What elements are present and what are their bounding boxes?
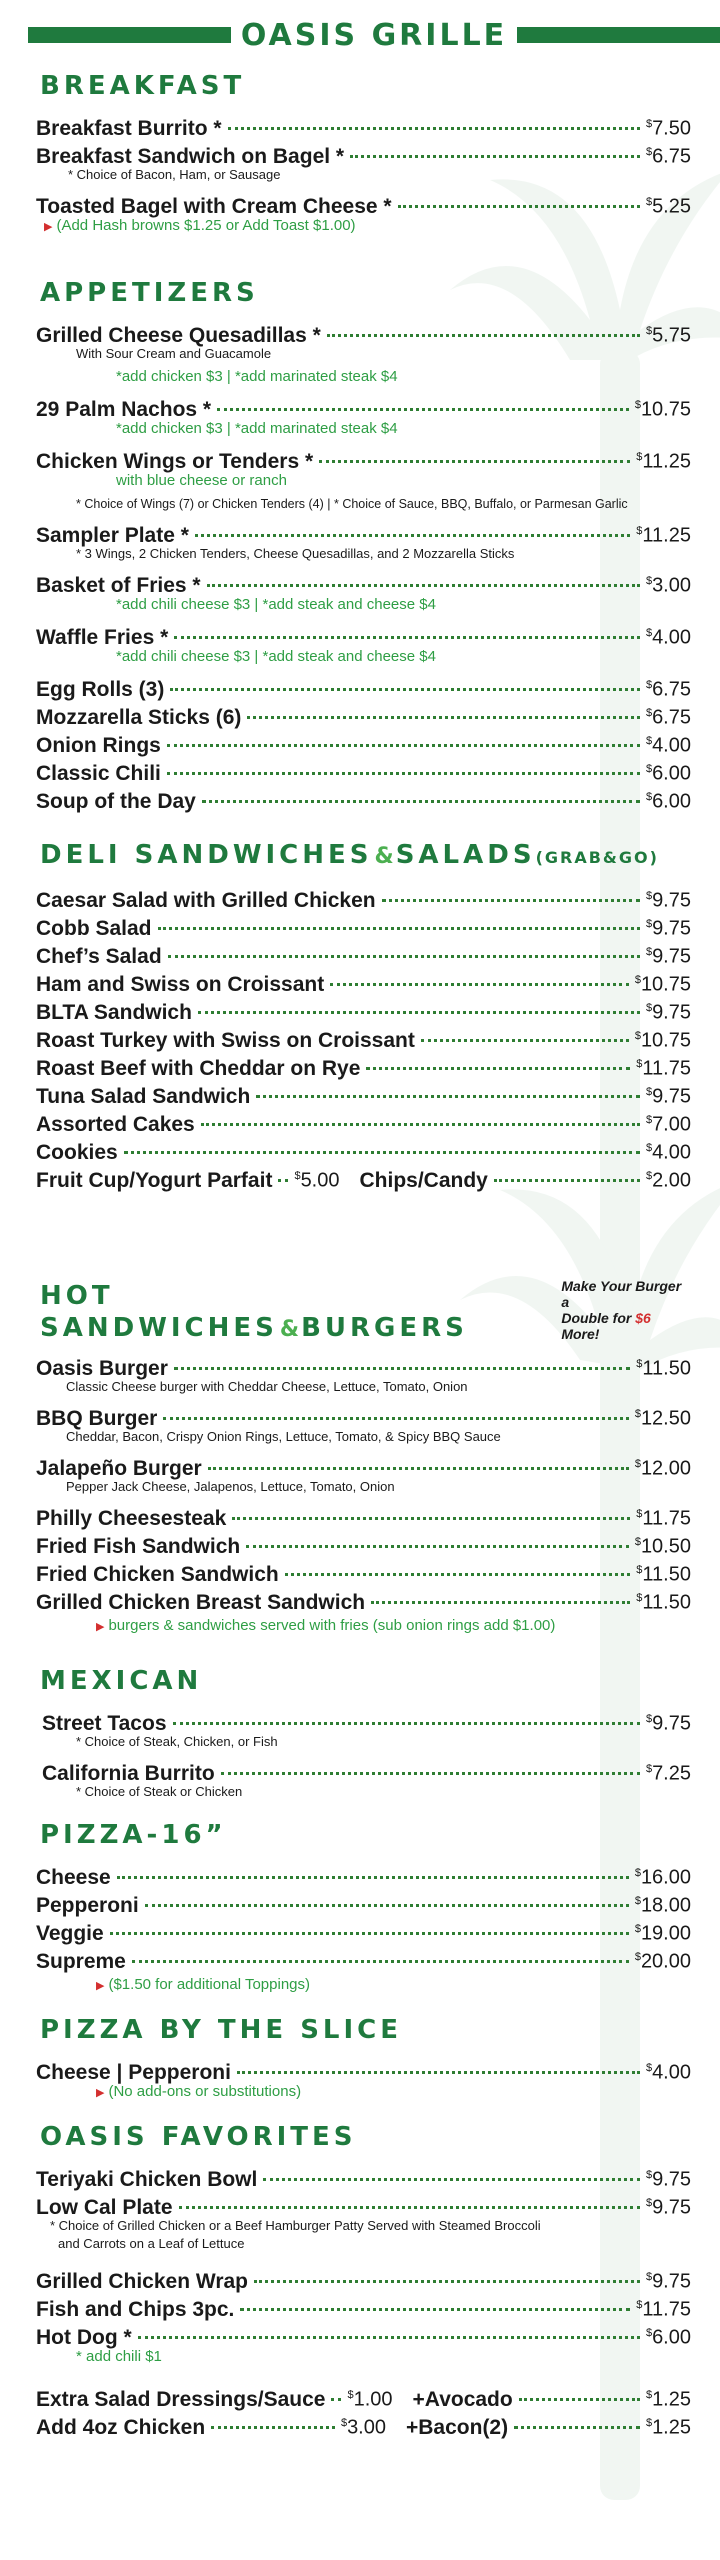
menu-item: [36, 699, 691, 727]
dot-leader: [163, 1417, 628, 1420]
dot-leader: [256, 1095, 640, 1098]
dot-leader: [132, 1960, 629, 1963]
item-price: $10.50: [634, 1535, 691, 1558]
menu-item: [36, 755, 691, 783]
menu-item: [36, 2409, 386, 2437]
item-price: $10.75: [634, 1029, 691, 1052]
item-price: $6.00: [645, 2326, 691, 2349]
dot-leader: [519, 2398, 640, 2401]
arrow-right-icon: ▶: [96, 1621, 105, 1633]
menu-item: [36, 938, 691, 966]
item-name: Grilled Chicken Breast Sandwich: [36, 1590, 366, 1614]
item-name: 29 Palm Nachos *: [36, 397, 212, 421]
dot-leader: [208, 1467, 629, 1470]
dot-leader: [254, 2280, 640, 2283]
item-price: $3.00: [645, 574, 691, 597]
addon-note: *add chicken $3 | *add marinated steak $4: [116, 420, 398, 437]
menu-item: [36, 1078, 691, 1106]
dot-leader: [117, 1876, 629, 1879]
item-description: * Choice of Grilled Chicken or a Beef Hamburger Patty Served with Steamed Broccoli: [50, 2218, 541, 2233]
item-description: * Choice of Bacon, Ham, or Sausage: [68, 167, 281, 182]
section-mexican: [36, 1665, 691, 1801]
item-description: * Choice of Steak or Chicken: [76, 1784, 243, 1799]
section-breakfast: [36, 70, 691, 237]
item-name: Toasted Bagel with Cream Cheese *: [36, 194, 392, 218]
item-name: Cheese: [36, 1865, 111, 1889]
dot-leader: [110, 1932, 629, 1935]
dot-leader: [331, 2398, 341, 2401]
item-name: Basket of Fries *: [36, 573, 201, 597]
dot-leader: [382, 899, 640, 902]
menu-item: [36, 619, 691, 647]
item-name: Philly Cheesesteak: [36, 1506, 227, 1530]
item-name: Breakfast Sandwich on Bagel *: [36, 144, 345, 168]
item-name: Cookies: [36, 1140, 118, 1164]
item-price: $19.00: [634, 1922, 691, 1945]
item-description: * 3 Wings, 2 Chicken Tenders, Cheese Quesadillas, and 2 Mozzarella Sticks: [76, 546, 515, 561]
item-price: $2.00: [645, 1169, 691, 1192]
item-price: $7.00: [645, 1113, 691, 1136]
item-name: Cobb Salad: [36, 916, 152, 940]
menu-item: [36, 727, 691, 755]
dot-leader: [247, 716, 640, 719]
menu-item: [36, 1887, 691, 1915]
item-price: $4.00: [645, 734, 691, 757]
item-description: Classic Cheese burger with Cheddar Cheese, Lettuce, Tomato, Onion: [66, 1379, 468, 1394]
dot-leader: [366, 1067, 630, 1070]
item-price: $6.75: [645, 706, 691, 729]
item-price: $20.00: [634, 1950, 691, 1973]
section-title: OASIS FAVORITES: [40, 2122, 357, 2152]
section-header: [36, 1278, 691, 1350]
menu-item: [36, 1705, 691, 1733]
item-name: BLTA Sandwich: [36, 1000, 192, 1024]
item-price: $6.75: [645, 145, 691, 168]
item-price: $3.00: [340, 2416, 386, 2439]
item-name: Extra Salad Dressings/Sauce: [36, 2387, 326, 2411]
substitutions-note: ▶ (No add-ons or substitutions): [96, 2083, 302, 2100]
item-name: Onion Rings: [36, 733, 161, 757]
dot-leader: [319, 460, 630, 463]
item-name: Pepperoni: [36, 1893, 139, 1917]
item-price: $6.00: [645, 762, 691, 785]
item-name: Soup of the Day: [36, 789, 196, 813]
dot-leader: [167, 772, 640, 775]
item-price: $18.00: [634, 1894, 691, 1917]
dot-leader: [211, 2426, 335, 2429]
dot-leader: [246, 1545, 629, 1548]
menu-item: [36, 317, 691, 345]
item-price: $9.75: [645, 917, 691, 940]
dot-leader: [167, 744, 640, 747]
item-description: Cheddar, Bacon, Crispy Onion Rings, Lettuce, Tomato, & Spicy BBQ Sauce: [66, 1429, 501, 1444]
menu-item: [36, 882, 691, 910]
arrow-right-icon: ▶: [96, 1980, 105, 1992]
item-name: Tuna Salad Sandwich: [36, 1084, 251, 1108]
menu-item: [406, 2409, 691, 2437]
double-burger-promo: Make Your Burger a Double for $6 More!: [561, 1278, 682, 1342]
item-name: Street Tacos: [42, 1711, 167, 1735]
menu-item: [36, 517, 691, 545]
menu-item: [36, 1500, 691, 1528]
menu-item: [36, 2291, 691, 2319]
dot-leader: [158, 927, 640, 930]
item-description: With Sour Cream and Guacamole: [76, 346, 272, 361]
dot-leader: [138, 2336, 640, 2339]
item-price: $11.50: [636, 1357, 691, 1380]
dot-leader: [263, 2178, 640, 2181]
dot-leader: [145, 1904, 629, 1907]
menu-item: [36, 1556, 691, 1584]
dot-leader: [124, 1151, 640, 1154]
menu-item: [36, 110, 691, 138]
dot-leader: [217, 408, 629, 411]
menu-item: [36, 2381, 393, 2409]
arrow-right-icon: ▶: [96, 2087, 105, 2099]
item-name: Fruit Cup/Yogurt Parfait: [36, 1168, 273, 1192]
section-pizza: [36, 1819, 691, 1996]
dot-leader: [195, 534, 630, 537]
dot-leader: [421, 1039, 629, 1042]
item-name: Fried Chicken Sandwich: [36, 1562, 279, 1586]
section-title: PIZZA-16”: [40, 1820, 227, 1850]
item-name: Mozzarella Sticks (6): [36, 705, 242, 729]
item-name: Cheese | Pepperoni: [36, 2060, 231, 2084]
item-name: Fish and Chips 3pc.: [36, 2297, 235, 2321]
menu-item: [36, 1022, 691, 1050]
item-price: $11.75: [636, 2298, 691, 2321]
item-price: $11.75: [636, 1057, 691, 1080]
menu-item: [360, 1162, 692, 1190]
dot-leader: [201, 1123, 640, 1126]
menu-item: [36, 1943, 691, 1971]
item-price: $4.00: [645, 626, 691, 649]
item-price: $11.50: [636, 1591, 691, 1614]
extras-row: [36, 2409, 691, 2437]
item-price: $6.00: [645, 790, 691, 813]
menu-item: [36, 671, 691, 699]
item-price: $10.75: [634, 398, 691, 421]
menu-item: [36, 188, 691, 216]
item-price: $11.75: [636, 1507, 691, 1530]
item-price: $4.00: [645, 2061, 691, 2084]
menu-item: [36, 1162, 340, 1190]
item-name: Add 4oz Chicken: [36, 2415, 206, 2439]
item-price: $7.25: [645, 1762, 691, 1785]
menu-item: [36, 1755, 691, 1783]
addon-note: *add chicken $3 | *add marinated steak $4: [116, 368, 398, 385]
item-name: Chicken Wings or Tenders *: [36, 449, 314, 473]
dot-leader: [198, 1011, 640, 1014]
section-title: DELI SANDWICHES&SALADS(GRAB&GO): [40, 840, 659, 870]
menu-item: [36, 2161, 691, 2189]
addon-note: with blue cheese or ranch: [116, 472, 287, 489]
item-name: Low Cal Plate: [36, 2195, 173, 2219]
toppings-note: ▶ ($1.50 for additional Toppings): [96, 1976, 310, 1993]
item-price: $1.00: [347, 2388, 393, 2411]
dot-leader: [327, 334, 640, 337]
item-price: $16.00: [634, 1866, 691, 1889]
item-name: +Bacon(2): [406, 2415, 509, 2439]
item-name: Waffle Fries *: [36, 625, 169, 649]
item-price: $9.75: [645, 2168, 691, 2191]
section-pizza-slice: [36, 2014, 691, 2103]
item-name: Roast Turkey with Swiss on Croissant: [36, 1028, 415, 1052]
item-name: Ham and Swiss on Croissant: [36, 972, 325, 996]
item-name: +Avocado: [412, 2387, 513, 2411]
item-price: $7.50: [645, 117, 691, 140]
dot-leader: [240, 2308, 630, 2311]
item-price: $11.25: [636, 450, 691, 473]
addon-note: *add chili cheese $3 | *add steak and cheese $4: [116, 596, 436, 613]
menu-item: [36, 2263, 691, 2291]
menu-item: [36, 1584, 691, 1612]
dot-leader: [237, 2071, 640, 2074]
item-name: Grilled Cheese Quesadillas *: [36, 323, 321, 347]
item-price: $9.75: [645, 945, 691, 968]
item-name: Supreme: [36, 1949, 126, 1973]
header-bar-left: [28, 27, 231, 43]
arrow-right-icon: ▶: [44, 221, 53, 233]
dot-leader: [350, 155, 640, 158]
item-name: Oasis Burger: [36, 1356, 168, 1380]
item-price: $12.00: [634, 1457, 691, 1480]
item-name: Hot Dog *: [36, 2325, 132, 2349]
dot-leader: [174, 1367, 630, 1370]
section-title: HOT SANDWICHES&BURGERS: [40, 1281, 468, 1343]
dot-leader: [173, 1722, 640, 1725]
item-description: Pepper Jack Cheese, Jalapenos, Lettuce, Tomato, Onion: [66, 1479, 395, 1494]
item-price: $1.25: [645, 2388, 691, 2411]
item-name: Fried Fish Sandwich: [36, 1534, 241, 1558]
menu-item: [36, 567, 691, 595]
dot-leader: [514, 2426, 640, 2429]
item-name: Jalapeño Burger: [36, 1456, 202, 1480]
menu-item: [36, 966, 691, 994]
item-name: BBQ Burger: [36, 1406, 158, 1430]
addon-note: ▶ (Add Hash browns $1.25 or Add Toast $1.00): [44, 217, 356, 234]
item-price: $9.75: [645, 2270, 691, 2293]
item-price: $9.75: [645, 1712, 691, 1735]
item-price: $6.75: [645, 678, 691, 701]
item-price: $10.75: [634, 973, 691, 996]
item-price: $4.00: [645, 1141, 691, 1164]
dot-leader: [228, 127, 640, 130]
header-bar-right: [517, 27, 720, 43]
item-price: $12.50: [634, 1407, 691, 1430]
dot-leader: [278, 1179, 288, 1182]
menu-item: [36, 783, 691, 811]
dot-leader: [207, 584, 640, 587]
item-price: $5.00: [294, 1169, 340, 1192]
dot-leader: [494, 1179, 640, 1182]
menu-item: [36, 138, 691, 166]
item-name: Grilled Chicken Wrap: [36, 2269, 248, 2293]
item-name: Assorted Cakes: [36, 1112, 195, 1136]
section-appetizers: [36, 277, 691, 811]
extras-row: [36, 2381, 691, 2409]
menu-item: [36, 1450, 691, 1478]
dot-leader: [179, 2206, 640, 2209]
item-price: $1.25: [645, 2416, 691, 2439]
item-price: $5.75: [645, 324, 691, 347]
item-name: Caesar Salad with Grilled Chicken: [36, 888, 376, 912]
menu-item: [36, 2054, 691, 2082]
item-description: * Choice of Steak, Chicken, or Fish: [76, 1734, 278, 1749]
item-name: Chef’s Salad: [36, 944, 162, 968]
item-price: $9.75: [645, 1085, 691, 1108]
item-name: Sampler Plate *: [36, 523, 189, 547]
item-name: Roast Beef with Cheddar on Rye: [36, 1056, 361, 1080]
menu-item: [36, 1528, 691, 1556]
dot-leader: [330, 983, 629, 986]
dot-leader: [232, 1517, 630, 1520]
section-title: PIZZA BY THE SLICE: [40, 2015, 402, 2045]
menu-item: [36, 2189, 691, 2217]
menu-item-pair: [36, 1162, 691, 1190]
item-price: $9.75: [645, 1001, 691, 1024]
addon-note: * add chili $1: [76, 2348, 162, 2365]
item-name: Classic Chili: [36, 761, 161, 785]
menu-item: [36, 1350, 691, 1378]
dot-leader: [285, 1573, 631, 1576]
section-title: MEXICAN: [40, 1666, 203, 1696]
item-price: $11.50: [636, 1563, 691, 1586]
item-name: Teriyaki Chicken Bowl: [36, 2167, 258, 2191]
item-price: $9.75: [645, 2196, 691, 2219]
item-name: California Burrito: [42, 1761, 215, 1785]
section-deli: [36, 839, 691, 1190]
item-description: and Carrots on a Leaf of Lettuce: [58, 2236, 245, 2251]
menu-header: [0, 18, 720, 52]
section-favorites: [36, 2121, 691, 2437]
item-name: Chips/Candy: [359, 1168, 488, 1192]
menu-item: [36, 391, 691, 419]
dot-leader: [170, 688, 640, 691]
item-name: Breakfast Burrito *: [36, 116, 222, 140]
item-price: $11.25: [636, 524, 691, 547]
item-price: $9.75: [645, 889, 691, 912]
menu-item: [36, 443, 691, 471]
dot-leader: [168, 955, 640, 958]
addon-note: *add chili cheese $3 | *add steak and cheese $4: [116, 648, 436, 665]
item-description: * Choice of Wings (7) or Chicken Tenders (4) | * Choice of Sauce, BBQ, Buffalo, or Parmesan Garlic: [76, 497, 628, 511]
section-title: APPETIZERS: [40, 278, 259, 308]
dot-leader: [371, 1601, 630, 1604]
menu-item: [36, 1400, 691, 1428]
menu-item: [36, 1859, 691, 1887]
dot-leader: [398, 205, 640, 208]
fries-note: ▶ burgers & sandwiches served with fries (sub onion rings add $1.00): [96, 1617, 556, 1634]
menu-title: OASIS GRILLE: [240, 17, 508, 53]
section-hot-sandwiches: [36, 1278, 691, 1637]
dot-leader: [202, 800, 640, 803]
menu-item: [413, 2381, 691, 2409]
menu-item: [36, 994, 691, 1022]
menu-item: [36, 1106, 691, 1134]
dot-leader: [221, 1772, 640, 1775]
item-price: $5.25: [645, 195, 691, 218]
dot-leader: [174, 636, 640, 639]
section-title: BREAKFAST: [40, 71, 246, 101]
item-name: Egg Rolls (3): [36, 677, 165, 701]
item-name: Veggie: [36, 1921, 104, 1945]
